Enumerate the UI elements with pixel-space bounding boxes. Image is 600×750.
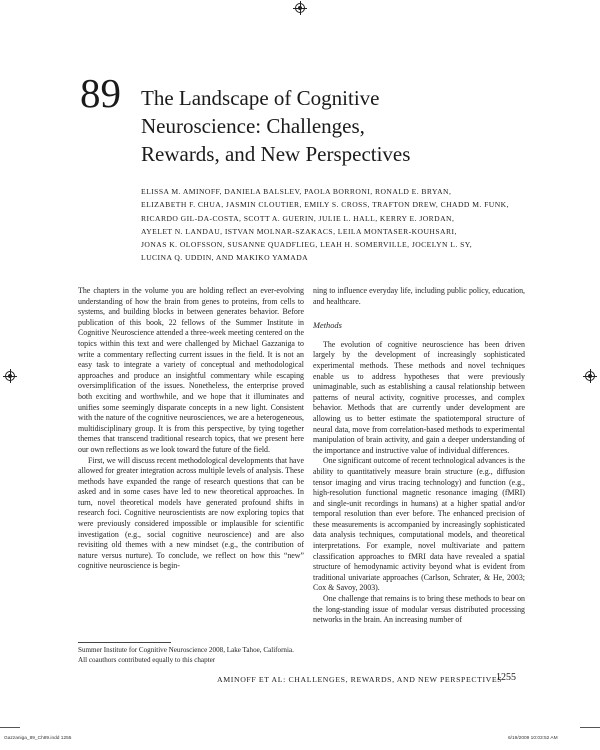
body-paragraph-continued: ning to influence everyday life, including public policy, education, and healthcare.: [313, 286, 525, 306]
right-column: [313, 286, 525, 626]
author-line: AYELET N. LANDAU, ISTVAN MOLNAR-SZAKACS, LEILA MONTASER-KOUHSARI,: [141, 226, 457, 236]
registration-mark-left: [5, 371, 15, 381]
author-line: LUCINA Q. UDDIN, AND MAKIKO YAMADA: [141, 253, 309, 263]
author-line: RICARDO GIL-DA-COSTA, SCOTT A. GUERIN, JULIE L. HALL, KERRY E. JORDAN,: [141, 213, 455, 223]
chapter-title-line: Neuroscience: Challenges,: [141, 114, 365, 138]
footnote: Summer Institute for Cognitive Neuroscience 2008, Lake Tahoe, California. All coauthors contributed equally to this chapter: [78, 646, 294, 664]
slug-left: Gazzaniga_89_Ch89.indd 1255: [4, 736, 72, 741]
body-paragraph: The chapters in the volume you are holding reflect an ever-evolving understanding of how the brain from genes to proteins, from cells to systems, and building blocks in between generates behavior. Before publication of this book, 22 fellows of the Summer Institute in Cognitive Neuroscience attended a three-week meeting centered on the topics within this text and were challenged by Michael Gazzaniga to write a commentary reflecting current issues in the field. It is not an easy task to integrate a variety of conceptual and methodological approaches and produce an insightful commentary while escaping oversimplification of the issues. Nonetheless, the enterprise proved both exciting and worthwhile, and we hope that it illuminates and unifies some seemingly disparate concepts in a new light. Consistent with the nature of the cognitive neurosciences, we are a heterogeneous, multidisciplinary group. It is from this perspective, by tying together themes that transcend traditional research topics, that we present here our own reflections as we look toward the future of the field.: [78, 286, 304, 454]
chapter-title: [141, 84, 441, 168]
author-line: ELIZABETH F. CHUA, JASMIN CLOUTIER, EMILY S. CROSS, TRAFTON DREW, CHADD M. FUNK,: [141, 200, 509, 210]
footnote-rule: [78, 642, 171, 643]
slug-right: 6/19/2009 10:03:52 AM: [508, 736, 558, 741]
author-line: ELISSA M. AMINOFF, DANIELA BALSLEV, PAOLA BORRONI, RONALD E. BRYAN,: [141, 187, 452, 196]
body-paragraph: One challenge that remains is to bring these methods to bear on the long-standing issue of modular versus distributed processing networks in the brain. An increasing number of: [313, 594, 525, 625]
page-number: 1255: [496, 672, 516, 683]
body-paragraph: One significant outcome of recent technological advances is the ability to quantitatively measure brain structure (e.g., diffusion tensor imaging and virus tracing technology) and function (e.g., high-resolution functional magnetic resonance imaging (fMRI) and single-unit recordings in humans) at a higher spatial and/or temporal resolution than ever before. The enhanced precision of these measurements is accompanied by increasingly sophisticated data analysis techniques, computational models, and theoretical interpretations. For example, novel multivariate and pattern classification approaches to fMRI data have revealed a spatial structure of hemodynamic activity beyond what is evident from traditional univariate approaches (Carlson, Schrater, & He, 2003; Cox & Savoy, 2003).: [313, 456, 525, 593]
author-list: [141, 185, 509, 265]
crop-mark-bottom-left: [0, 727, 20, 728]
registration-mark-right: [585, 371, 595, 381]
left-column: [78, 286, 304, 572]
body-paragraph: The evolution of cognitive neuroscience has been driven largely by the development of increasingly sophisticated experimental methods. These methods and novel techniques enable us to address hypotheses that were previously unimaginable, such as establishing a causal relationship between patterns of neural activity, cognitive processes, and complex behavior. Methods that are currently under development are allowing us to better estimate the spatiotemporal structure of neural data, move from correlation-based methods to experimental manipulation of brain activity, and gain a deeper understanding of the importance and instructive value of individual differences.: [313, 339, 525, 455]
running-head: AMINOFF ET AL: CHALLENGES, REWARDS, AND NEW PERSPECTIVES: [217, 675, 503, 684]
chapter-number: 89: [80, 70, 121, 116]
section-heading-methods: Methods: [313, 321, 342, 331]
body-paragraph: First, we will discuss recent methodological developments that have allowed for greater integration across multiple levels of analysis. These methods have expanded the range of research questions that can be asked and in some cases have led to new theoretical approaches. In turn, novel theoretical models have generated profound shifts in research foci. Cognitive neuroscientists are now exploring topics that were previously considered impossible or implausible for scientific investigation (e.g., social cognitive neuroscience) and are also revisiting old themes with a new mindset (e.g., the contribution of nature versus nurture). To conclude, we reflect on how this “new” cognitive neuroscience is begin-: [78, 455, 304, 571]
chapter-title-line: Rewards, and New Perspectives: [141, 142, 411, 166]
author-line: JONAS K. OLOFSSON, SUSANNE QUADFLIEG, LEAH H. SOMERVILLE, JOCELYN L. SY,: [141, 240, 473, 250]
crop-mark-bottom-right: [580, 727, 600, 728]
registration-mark-top: [295, 3, 305, 13]
chapter-title-line: The Landscape of Cognitive: [141, 86, 380, 110]
